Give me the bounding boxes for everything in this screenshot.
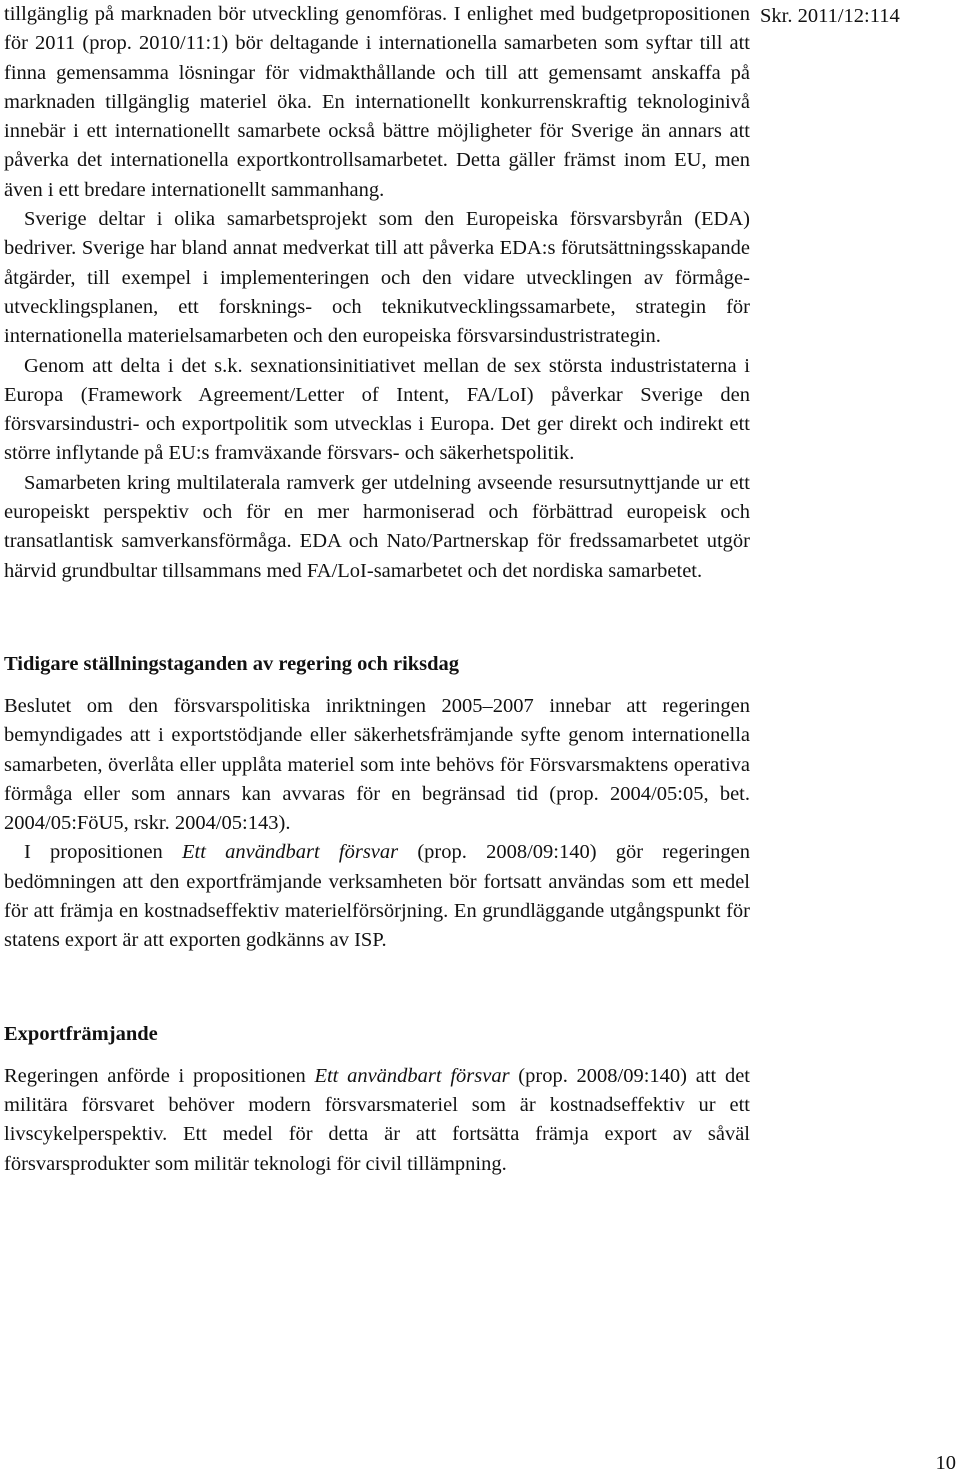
document-reference: Skr. 2011/12:114 <box>760 5 900 27</box>
intro-paragraph-2: Sverige deltar i olika samarbetsprojekt som den Europeiska försvarsbyrån (EDA) bedriver. Sverige har bland annat medverkat till att påverka EDA:s förutsättningsskapande åtgärder, till exempel i implementeringen och den vidare utvecklingen av förmåge-utvecklingsplanen, ett forsknings- och teknikutvecklingssamarbete, strategin för internationella materielsamarbeten och den europeiska försvarsindustristrategin. <box>4 208 750 348</box>
intro-paragraph-1: tillgänglig på marknaden bör utveckling genomföras. I enlighet med budgetpropositionen för 2011 (prop. 2010/11:1) bör deltagande i internationella samarbeten som syftar till att finna gemensamma lösningar för vidmakthållande och till att gemensamt anskaffa på marknaden tillgänglig materiel öka. En internationellt konkurrenskraftig teknologinivå innebär i ett internationellt samarbete också bättre möjligheter för Sverige än annars att påverka det internationella exportkontrollsamarbetet. Detta gäller främst inom EU, men även i ett bredare internationellt sammanhang. <box>4 3 750 201</box>
section-heading-previous-positions: Tidigare ställningstaganden av regering och riksdag <box>4 652 460 675</box>
text-run: (prop. 2008/09:140) gör regeringen bedömningen att den exportfrämjande verksamheten bör fortsatt användas som ett medel för att främja en kostnadseffektiv materielförsörjning. En grundläggande utgångspunkt för statens export är att exporten godkänns av ISP. <box>4 841 750 952</box>
proposition-title: Ett användbart försvar <box>182 841 399 864</box>
previous-positions-paragraph-2 <box>4 838 750 955</box>
intro-paragraph-4: Samarbeten kring multilaterala ramverk ger utdelning avseende resursutnyttjande ur ett europeiskt perspektiv och för en mer harmoniserad och förbättrad europeisk och transatlantisk samverkansförmåga. EDA och Nato/Partnerskap för fredssamarbetet utgör härvid grundbultar tillsammans med FA/LoI-samarbetet och det nordiska samarbetet. <box>4 471 750 582</box>
body-text-column <box>4 0 750 1179</box>
text-run: I propositionen <box>24 841 183 864</box>
proposition-title: Ett användbart försvar <box>314 1064 510 1087</box>
section-heading-export-promotion: Exportfrämjande <box>4 1022 158 1045</box>
previous-positions-paragraph-1: Beslutet om den försvarspolitiska inriktningen 2005–2007 innebar att regeringen bemyndigades att i exportstödjande eller säkerhetsfrämjande syfte genom internationella samarbeten, överlåta eller upplåta materiel som inte behövs för Försvarsmaktens operativa förmåga eller som annars kan avvaras för en begränsad tid (prop. 2004/05:05, bet. 2004/05:FöU5, rskr. 2004/05:143). <box>4 694 750 835</box>
text-run: (prop. 2008/09:140) att det militära försvaret behöver modern försvarsmateriel som är kostnadseffektiv ur ett livscykelperspektiv. Ett medel för detta är att fortsätta främja export av såväl försvarsprodukter som militär teknologi för civil tillämpning. <box>4 1064 750 1175</box>
page-number: 10 <box>935 1452 956 1474</box>
intro-paragraph-3: Genom att delta i det s.k. sexnationsinitiativet mellan de sex största industristaterna i Europa (Framework Agreement/Letter of Intent, FA/LoI) påverkar Sverige den försvarsindustri- och exportpolitik som utvecklas i Europa. Det ger direkt och indirekt ett större inflytande på EU:s framväxande försvars- och säkerhetspolitik. <box>4 354 750 465</box>
export-promotion-paragraph-1 <box>4 1062 750 1179</box>
text-run: Regeringen anförde i propositionen <box>4 1064 315 1087</box>
